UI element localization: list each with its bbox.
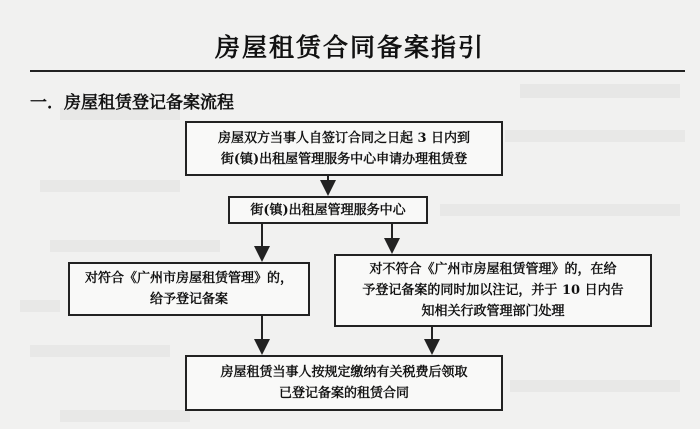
- step-text-line: 知相关行政管理部门处理: [421, 304, 565, 319]
- step-text-line: 给予登记备案: [149, 292, 228, 307]
- step-text-line: 房屋租赁当事人按规定缴纳有关税费后领取: [220, 365, 468, 380]
- step-collect-contract: [185, 355, 503, 411]
- step-apply-registration: [185, 121, 503, 176]
- branch-compliant: [68, 262, 310, 316]
- step-text-line: 街(镇)出租屋管理服务中心: [250, 202, 406, 218]
- step-service-center: [228, 196, 428, 224]
- step-text-line: 对不符合《广州市房屋租赁管理》的，在给: [369, 262, 617, 277]
- step-text-line: 已登记备案的租赁合同: [278, 386, 409, 401]
- document-title: 房屋租赁合同备案指引: [214, 33, 485, 62]
- step-text-line: 房屋双方当事人自签订合同之日起 3 日内到: [217, 130, 471, 146]
- step-text-line: 对符合《广州市房屋租赁管理》的，: [84, 271, 293, 286]
- section-heading: 一．房屋租赁登记备案流程: [30, 93, 234, 113]
- step-text-line: 街(镇)出租屋管理服务中心申请办理租赁登: [220, 151, 468, 167]
- branch-noncompliant: [334, 254, 652, 327]
- step-text-line: 予登记备案的同时加以注记，并于 10 日内告: [362, 283, 624, 298]
